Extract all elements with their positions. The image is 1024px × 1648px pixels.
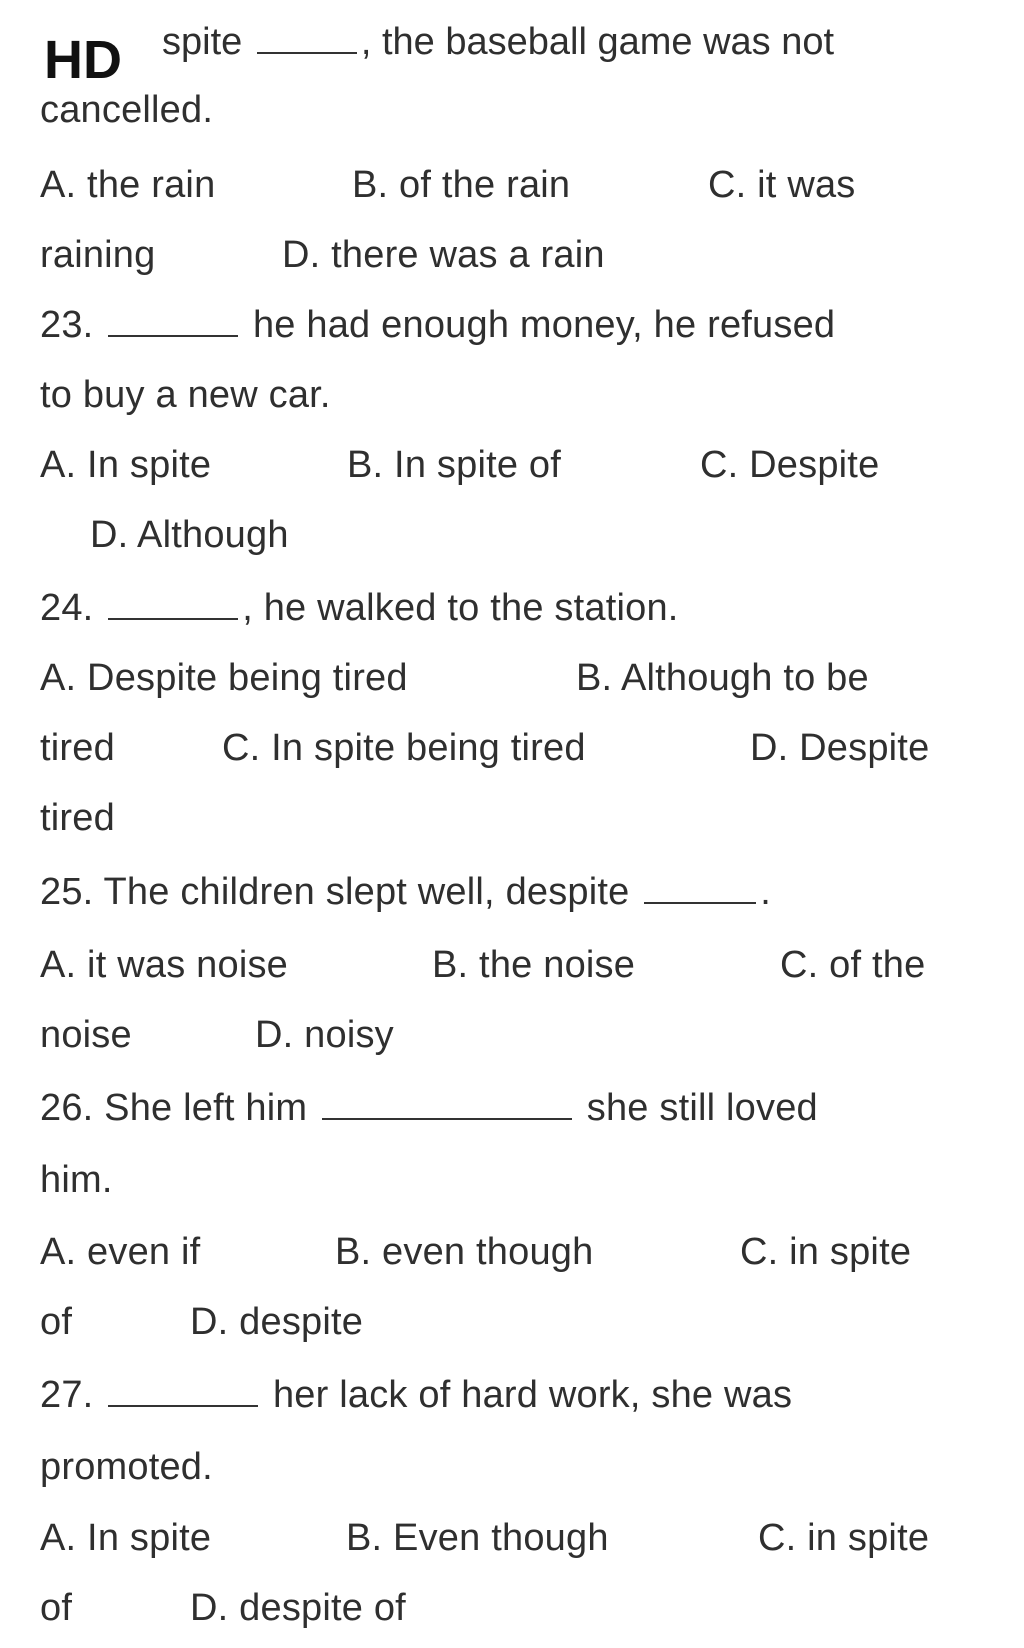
q25-option-b: B. the noise	[432, 944, 636, 986]
q26-options-line-2	[40, 1292, 984, 1352]
q22-stem-line-1	[162, 12, 834, 72]
q26-option-a: A. even if	[40, 1231, 201, 1273]
q27-stem-line-2	[40, 1437, 984, 1497]
q22-options-line-2	[40, 225, 984, 285]
q25-option-c-cont: noise	[40, 1014, 132, 1056]
q24-option-d: D. Despite	[750, 727, 930, 769]
q27-options-line-1	[40, 1508, 984, 1568]
q27-option-b: B. Even though	[346, 1517, 609, 1559]
q27-blank	[108, 1375, 258, 1407]
q25-stem-end: .	[760, 871, 772, 913]
q26-option-c-cont: of	[40, 1301, 73, 1343]
q22-stem-cont: cancelled.	[40, 89, 214, 131]
q24-option-c: C. In spite being tired	[222, 727, 586, 769]
q24-option-b-cont: tired	[40, 727, 115, 769]
q25-option-d: D. noisy	[255, 1014, 394, 1056]
q23-option-d: D. Although	[90, 514, 289, 556]
q27-option-c: C. in spite	[758, 1517, 930, 1559]
q26-option-b: B. even though	[335, 1231, 594, 1273]
q24-stem-line-1	[40, 578, 984, 638]
q23-option-b: B. In spite of	[347, 444, 562, 486]
q25-options-line-2	[40, 1005, 984, 1065]
q24-options-line-1	[40, 648, 984, 708]
q25-option-a: A. it was noise	[40, 944, 288, 986]
q26-stem-line-2	[40, 1150, 984, 1210]
q27-option-d: D. despite of	[190, 1587, 406, 1629]
q26-option-d: D. despite	[190, 1301, 364, 1343]
q24-option-b: B. Although to be	[576, 657, 869, 699]
q23-option-a: A. In spite	[40, 444, 212, 486]
q22-stem-line-2	[40, 80, 984, 140]
q22-blank	[257, 22, 357, 54]
q22-stem-before: spite	[162, 21, 243, 63]
q24-options-line-3	[40, 788, 984, 848]
q22-options-line-1	[40, 155, 984, 215]
q23-number: 23.	[40, 304, 94, 346]
q22-option-c-cont: raining	[40, 234, 156, 276]
q23-stem-after: he had enough money, he refused	[252, 304, 836, 346]
q25-stem-line-1	[40, 862, 984, 922]
q24-option-a: A. Despite being tired	[40, 657, 408, 699]
q23-option-c: C. Despite	[700, 444, 880, 486]
q23-stem-line-2	[40, 365, 984, 425]
q27-stem-after: her lack of hard work, she was	[272, 1374, 793, 1416]
q27-stem-cont: promoted.	[40, 1446, 213, 1488]
q26-stem-after: she still loved	[586, 1087, 818, 1129]
q26-stem-line-1	[40, 1078, 984, 1138]
hd-label: HD	[44, 30, 122, 90]
q23-options-line-1	[40, 435, 984, 495]
q24-stem-after: , he walked to the station.	[242, 587, 679, 629]
q23-stem-line-1	[40, 295, 984, 355]
q22-option-b: B. of the rain	[352, 164, 571, 206]
q23-options-line-2	[40, 505, 984, 565]
q25-options-line-1	[40, 935, 984, 995]
q23-blank	[108, 305, 238, 337]
q25-option-c: C. of the	[780, 944, 926, 986]
q22-stem-after: , the baseball game was not	[360, 21, 835, 63]
q24-blank	[108, 588, 238, 620]
q22-option-d: D. there was a rain	[282, 234, 605, 276]
q25-stem: 25. The children slept well, despite	[40, 871, 630, 913]
q26-options-line-1	[40, 1222, 984, 1282]
q27-number: 27.	[40, 1374, 94, 1416]
q26-stem: 26. She left him	[40, 1087, 308, 1129]
q27-option-c-cont: of	[40, 1587, 73, 1629]
q22-option-a: A. the rain	[40, 164, 216, 206]
q27-options-line-2	[40, 1578, 984, 1638]
q26-blank	[322, 1088, 572, 1120]
q25-blank	[644, 872, 756, 904]
q24-option-d-cont: tired	[40, 797, 115, 839]
q24-options-line-2	[40, 718, 984, 778]
q24-number: 24.	[40, 587, 94, 629]
q23-stem-cont: to buy a new car.	[40, 374, 331, 416]
q27-option-a: A. In spite	[40, 1517, 212, 1559]
q26-option-c: C. in spite	[740, 1231, 912, 1273]
q22-option-c: C. it was	[708, 164, 856, 206]
q26-stem-cont: him.	[40, 1159, 113, 1201]
q27-stem-line-1	[40, 1365, 984, 1425]
